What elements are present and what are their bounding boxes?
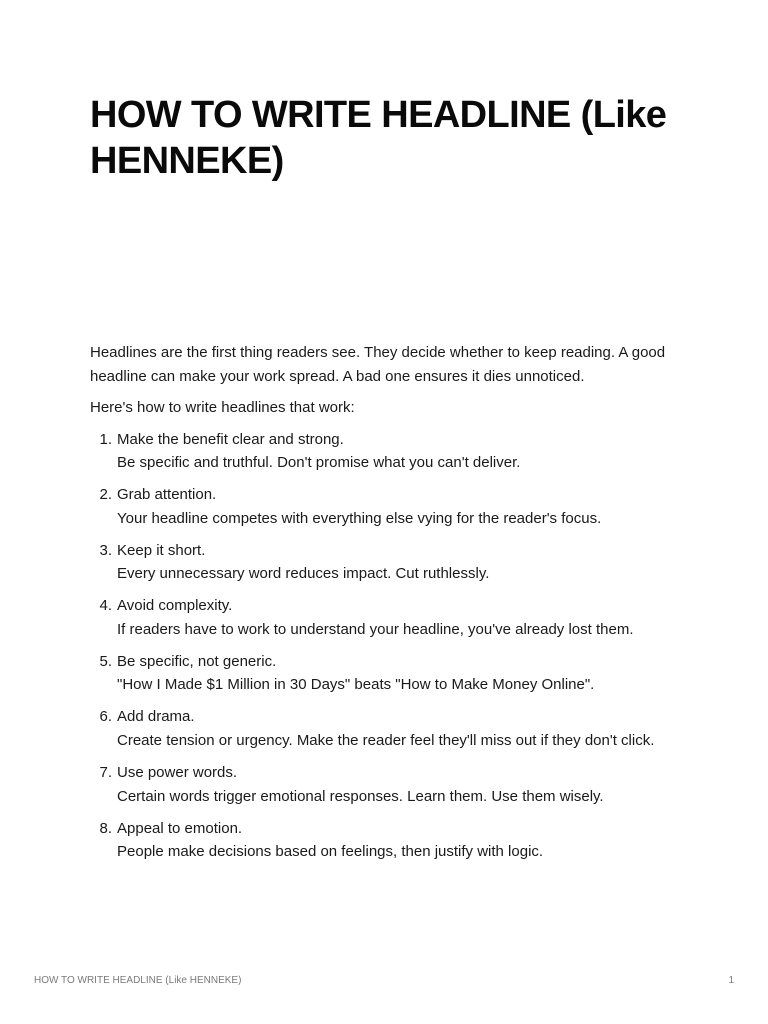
list-item (90, 817, 690, 864)
intro-paragraph: Headlines are the first thing readers see. They decide whether to keep reading. A good headline can make your work spread. A bad one ensures it dies unnoticed. (90, 344, 666, 385)
page-title: HOW TO WRITE HEADLINE (Like HENNEKE) (90, 94, 667, 182)
step-title: Add drama. (117, 708, 195, 726)
step-title: Use power words. (117, 764, 238, 782)
page-number: 1 (728, 975, 734, 986)
step-number: 8. (99, 819, 112, 837)
step-description: Every unnecessary word reduces impact. Cut ruthlessly. (117, 565, 490, 583)
step-number: 6. (99, 708, 112, 726)
list-item (90, 539, 690, 586)
lead-paragraph: Here's how to write headlines that work: (90, 399, 355, 416)
step-title: Appeal to emotion. (117, 819, 243, 837)
list-item (90, 428, 690, 475)
step-number: 4. (99, 597, 112, 615)
list-item (90, 761, 690, 808)
step-description: If readers have to work to understand your headline, you've already lost them. (117, 620, 634, 638)
step-title: Keep it short. (117, 541, 206, 559)
step-number: 1. (99, 430, 112, 448)
step-title: Be specific, not generic. (117, 652, 277, 670)
step-description: Your headline competes with everything else vying for the reader's focus. (117, 509, 602, 527)
step-number: 7. (99, 764, 112, 782)
step-description: Certain words trigger emotional responses. Learn them. Use them wisely. (117, 787, 604, 805)
step-number: 2. (99, 486, 112, 504)
steps-list (90, 428, 690, 864)
step-description: Create tension or urgency. Make the reader feel they'll miss out if they don't click. (117, 731, 655, 749)
step-title: Grab attention. (117, 486, 217, 504)
step-title: Make the benefit clear and strong. (117, 430, 344, 448)
step-title: Avoid complexity. (117, 597, 233, 615)
step-number: 3. (99, 541, 112, 559)
step-description: Be specific and truthful. Don't promise what you can't deliver. (117, 454, 521, 471)
footer-title: HOW TO WRITE HEADLINE (Like HENNEKE) (34, 975, 242, 986)
step-number: 5. (99, 652, 112, 670)
list-item (90, 705, 690, 752)
list-item (90, 483, 690, 530)
list-item (90, 594, 690, 641)
document-body (90, 341, 690, 872)
step-description: People make decisions based on feelings, then justify with logic. (117, 843, 544, 861)
list-item (90, 650, 690, 697)
step-description: "How I Made $1 Million in 30 Days" beats "How to Make Money Online". (117, 676, 595, 694)
